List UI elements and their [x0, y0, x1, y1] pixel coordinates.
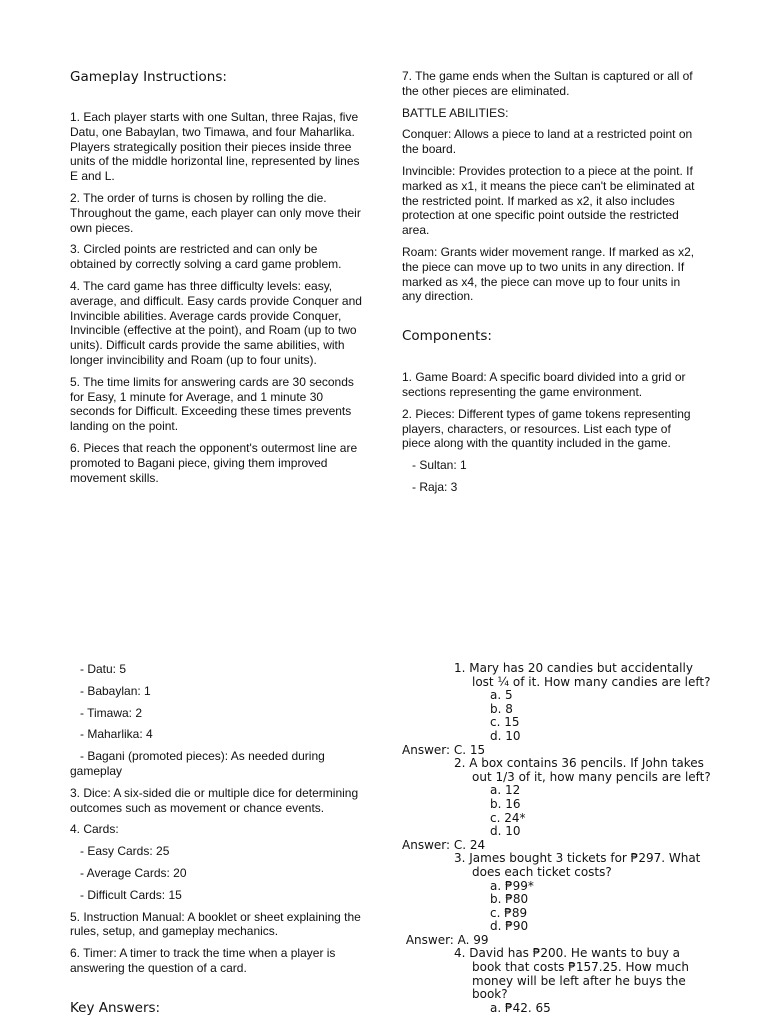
card-count-item: - Easy Cards: 25: [80, 844, 170, 859]
answer-option: c. ₱89: [490, 905, 528, 920]
instruction-paragraph: 2. The order of turns is chosen by rolling the die. Throughout the game, each player can only move their own pieces.: [70, 190, 361, 235]
instruction-paragraph: 1. Each player starts with one Sultan, three Rajas, five Datu, one Babaylan, two Timawa, and four Maharlika. Players strategically position their pieces inside three units of the middle horizontal line, represented by lines E and L.: [70, 110, 360, 184]
card-count-item: - Average Cards: 20: [80, 865, 187, 880]
quiz-question-block: [402, 947, 712, 1015]
component-item: 5. Instruction Manual: A booklet or sheet explaining the rules, setup, and gameplay mechanics.: [70, 909, 361, 939]
answer-key: Answer: A. 99: [402, 932, 489, 947]
components-continued-section: [70, 662, 366, 1016]
answer-option: a. ₱99*: [490, 878, 534, 893]
quiz-question-block: [402, 757, 712, 852]
quiz-question: 3. James bought 3 tickets for ₱297. What does each ticket costs?: [454, 851, 701, 879]
answer-option: c. 24*: [490, 810, 526, 825]
quiz-question: 2. A box contains 36 pencils. If John takes out 1/3 of it, how many pencils are left?: [454, 756, 711, 784]
card-count-item: - Difficult Cards: 15: [80, 887, 182, 902]
answer-option: a. 12: [490, 783, 521, 798]
answer-options: [402, 689, 712, 743]
quiz-question: 4. David has ₱200. He wants to buy a book that costs ₱157.25. How much money will be left after he buys the book?: [454, 946, 689, 1002]
answer-option: d. 10: [490, 824, 521, 839]
answer-option: b. 16: [490, 796, 521, 811]
piece-count-item: - Sultan: 1: [412, 458, 467, 473]
component-item: 3. Dice: A six-sided die or multiple dice for determining outcomes such as movement or chance events.: [70, 785, 359, 815]
section-heading-key-answers: Key Answers:: [70, 999, 161, 1016]
answer-key: Answer: C. 15: [402, 742, 486, 757]
answer-options: [402, 1002, 712, 1016]
quiz-question-block: [402, 852, 712, 947]
battle-abilities-heading: BATTLE ABILITIES:: [402, 105, 509, 120]
section-heading-components: Components:: [402, 328, 492, 345]
instruction-paragraph: 6. Pieces that reach the opponent's outermost line are promoted to Bagani piece, giving them improved movement skills.: [70, 440, 358, 485]
quiz-question-block: [402, 662, 712, 757]
piece-count-item: - Datu: 5: [80, 662, 127, 676]
gameplay-instructions-section: [70, 69, 366, 492]
section-heading-gameplay-instructions: Gameplay Instructions:: [70, 69, 227, 85]
ability-roam: Roam: Grants wider movement range. If marked as x2, the piece can move up to two units in any direction. If marked as x4, the piece can move up to four units in any direction.: [402, 244, 695, 304]
instruction-paragraph: 5. The time limits for answering cards are 30 seconds for Easy, 1 minute for Average, and 1 minute 30 seconds for Difficult. Exceeding these times prevents landing on the point.: [70, 374, 354, 434]
component-item: 6. Timer: A timer to track the time when a player is answering the question of a card.: [70, 946, 336, 975]
component-item: 2. Pieces: Different types of game tokens representing players, characters, or resources. List each type of piece along with the quantity included in the game.: [402, 406, 691, 451]
instruction-paragraph: 7. The game ends when the Sultan is captured or all of the other pieces are eliminated.: [402, 69, 693, 98]
component-item: 4. Cards:: [70, 822, 119, 837]
answer-option: d. ₱90: [490, 919, 529, 934]
quiz-question: 1. Mary has 20 candies but accidentally lost ¼ of it. How many candies are left?: [454, 661, 711, 689]
answer-option: a. ₱42. 65: [490, 1000, 551, 1015]
answer-options: [402, 784, 712, 838]
component-item: 1. Game Board: A specific board divided into a grid or sections representing the game environment.: [402, 370, 686, 399]
answer-option: d. 10: [490, 728, 521, 743]
ability-invincible: Invincible: Provides protection to a piece at the point. If marked as x1, it means the piece can't be eliminated at the restricted point. If marked as x2, it also includes protection at one specific point outside the restricted area.: [402, 163, 695, 238]
instruction-paragraph: 4. The card game has three difficulty levels: easy, average, and difficult. Easy cards provide Conquer and Invincible abilities. Average cards provide Conquer, Invincible (effective at the point), and Roam (up to two units). Difficult cards provide the same abilities, with longer invincibility and Roam (up to four units).: [70, 278, 362, 367]
piece-count-text: - Bagani (promoted pieces): As needed during gameplay: [70, 749, 325, 778]
answer-option: a. 5: [490, 688, 513, 703]
piece-count-item: - Timawa: 2: [80, 705, 143, 720]
piece-count-item: - Babaylan: 1: [80, 683, 151, 698]
piece-count-item: - Maharlika: 4: [80, 727, 153, 742]
answer-option: c. 15: [490, 715, 520, 730]
piece-count-item: - Raja: 3: [412, 479, 458, 494]
answer-options: [402, 880, 712, 934]
piece-count-item: [70, 749, 366, 779]
answer-option: b. ₱80: [490, 892, 529, 907]
answer-option: b. 8: [490, 701, 513, 716]
battle-abilities-section: [402, 69, 698, 502]
answer-key: Answer: C. 24: [402, 837, 486, 852]
quiz-questions-section: [402, 662, 712, 1015]
ability-conquer: Conquer: Allows a piece to land at a restricted point on the board.: [402, 127, 693, 157]
instruction-paragraph: 3. Circled points are restricted and can only be obtained by correctly solving a card game problem.: [70, 242, 342, 272]
